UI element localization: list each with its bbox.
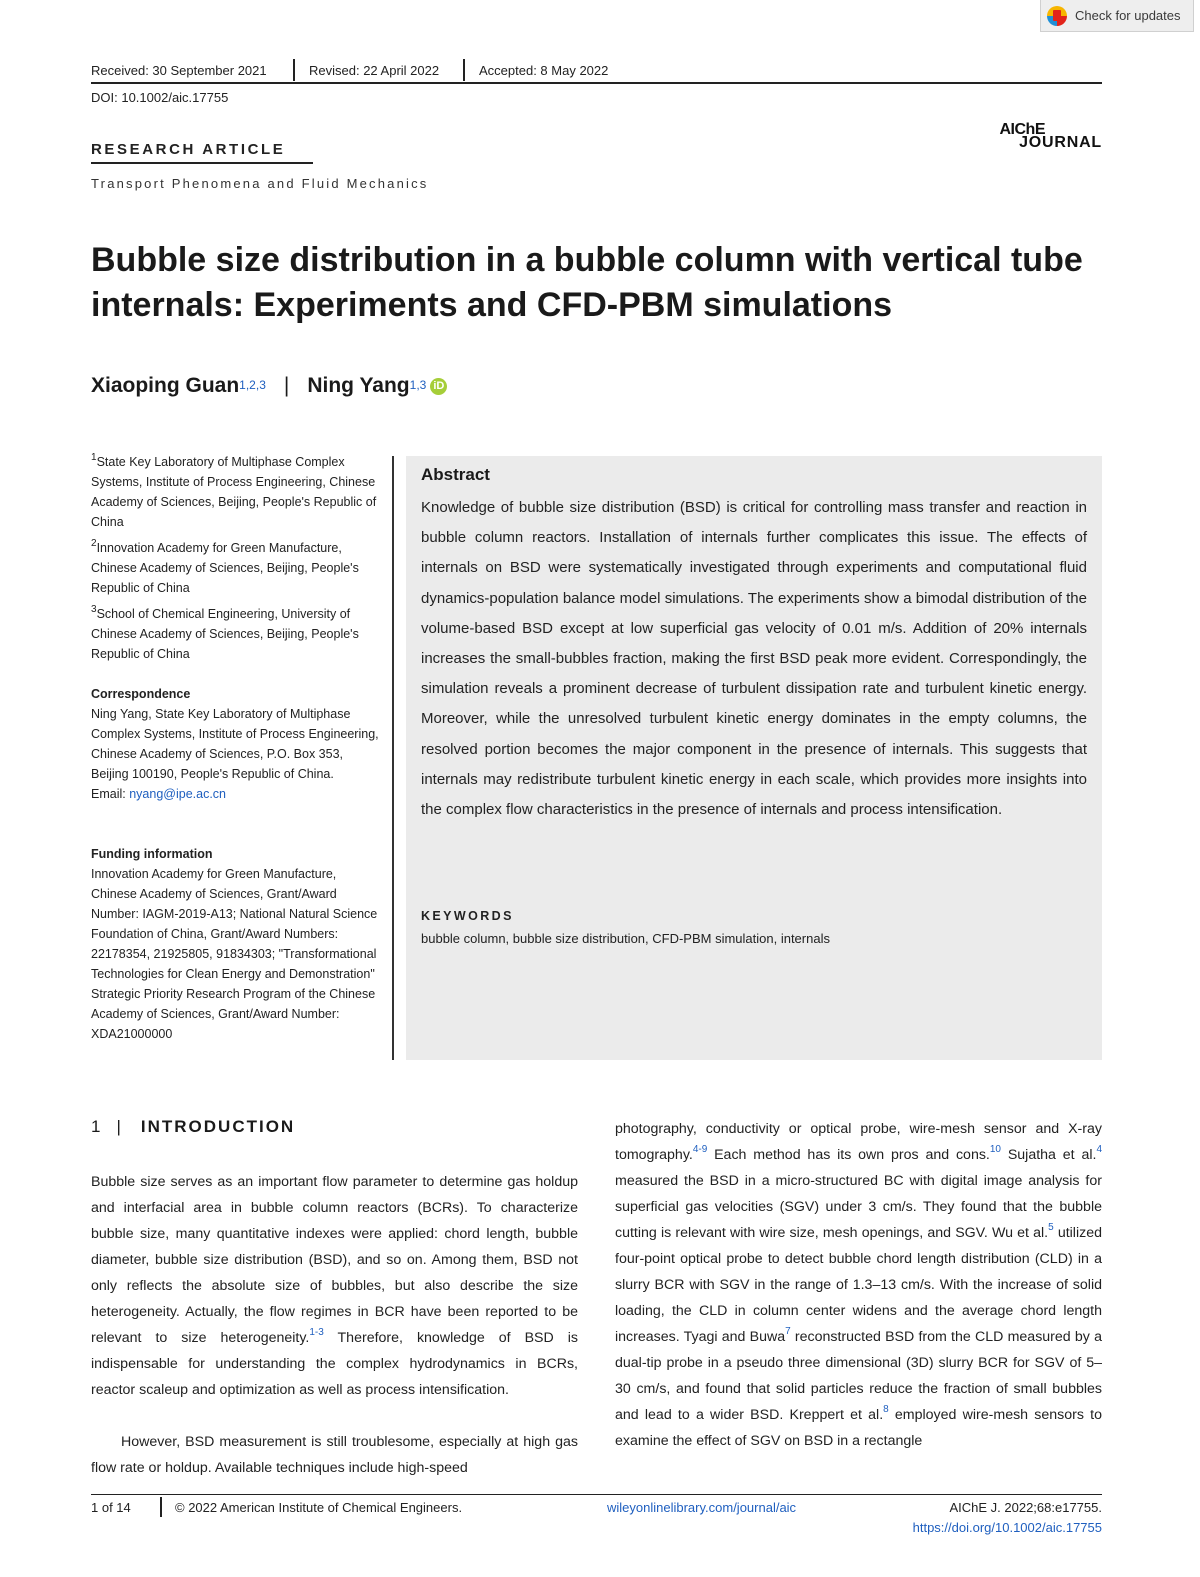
affiliation-number: 2 [91,537,97,549]
correspondence-heading: Correspondence [91,687,191,701]
keywords-heading: KEYWORDS [421,909,514,923]
correspondence [91,684,381,804]
journal-logo-line2: JOURNAL [1019,134,1102,151]
citation-link[interactable]: 10 [989,1144,1001,1156]
correspondence-text: Ning Yang, State Key Laboratory of Multiphase Complex Systems, Institute of Process Engineering, Chinese Academy of Sciences, P.O. Box 353, Beijing 100190, People's Republic of China. [91,707,379,781]
author-name: Ning Yang [307,374,410,397]
paragraph-text: employed wire-mesh sensors to examine the effect of SGV on BSD in a rectangle [615,1407,1102,1449]
affiliation [91,452,381,532]
author-name: Xiaoping Guan [91,374,240,397]
section-title: INTRODUCTION [140,1117,296,1136]
crossmark-icon [1047,6,1067,26]
author-separator: | [283,374,290,397]
accepted-date: Accepted: 8 May 2022 [479,62,609,78]
section-number: 1 [91,1117,103,1136]
article-type: RESEARCH ARTICLE [91,141,286,158]
footer-divider [160,1497,162,1517]
paragraph-text: Sujatha et al. [1001,1147,1097,1163]
footer-rule [91,1494,1102,1495]
journal-logo-line1: AIChE [999,121,1045,138]
citation-link[interactable]: 7 [785,1326,791,1338]
header-divider [293,59,295,81]
section-heading [91,1117,295,1137]
intro-paragraph [91,1169,578,1403]
paragraph-text: However, BSD measurement is still troublesome, especially at high gas flow rate or holdup. Available techniques include high-speed [91,1434,578,1476]
paragraph-text: Each method has its own pros and cons. [707,1147,990,1163]
author-list: Xiaoping Guan $^{1,2,3}$ | Ning Yang $^{1,3}$ iD [91,374,447,398]
citation-link[interactable]: 8 [883,1404,889,1416]
received-date: Received: 30 September 2021 [91,62,267,78]
header-divider [463,59,465,81]
affiliation-text: Innovation Academy for Green Manufacture, Chinese Academy of Sciences, Beijing, People's Republic of China [91,541,359,595]
article-title: Bubble size distribution in a bubble column with vertical tube internals: Experiments and CFD-PBM simulations [91,241,1083,324]
citation-link[interactable]: 4-9 [692,1144,708,1156]
paragraph-text: measured the BSD in a micro-structured BC with digital image analysis for superficial gas velocities (SGV) under 3 cm/s. They found that the bubble cutting is relevant with wire size, mesh openings, and SGV. Wu et al. [615,1173,1102,1241]
intro-paragraph [615,1116,1102,1454]
abstract-text: Knowledge of bubble size distribution (BSD) is critical for controlling mass transfer and reaction in bubble column reactors. Installation of internals further complicates this issue. The effects of internals on BSD were systematically investigated through experiments and computational fluid dynamics-population balance model simulations. The experiments show a bimodal distribution of the volume-based BSD except at low superficial gas velocity of 0.01 m/s. Addition of 20% internals increases the small-bubbles fraction, making the first BSD peak more evident. Correspondingly, the simulation reveals a prominent decrease of turbulent dissipation rate and turbulent kinetic energy. Moreover, while the unresolved turbulent kinetic energy dominates in the empty columns, the resolved portion becomes the major component in the presence of internals. This suggests that internals may redistribute turbulent kinetic energy in each scale, which provides more insights into the complex flow characteristics in the presence of internals and process intensification. [421,499,1087,819]
column-divider [392,456,394,1060]
affiliation-text: School of Chemical Engineering, University of Chinese Academy of Sciences, Beijing, People's Republic of China [91,607,359,661]
citation-link[interactable]: 1-3 [309,1327,324,1339]
page-number: 1 of 14 [91,1500,131,1515]
affiliation [91,604,381,664]
journal-logo [982,121,1102,157]
affiliation-number: 1 [91,451,97,463]
paragraph-text: Therefore, knowledge of BSD is indispensable for understanding the complex hydrodynamics in BCRs, reactor scaleup and optimization as well as process intensification. [91,1330,578,1398]
abstract-heading: Abstract [421,465,490,484]
email-label: Email: [91,787,126,801]
header-rule [91,82,1102,84]
email-link[interactable]: nyang@ipe.ac.cn [129,787,226,801]
doi-link[interactable]: https://doi.org/10.1002/aic.17755 [912,1520,1102,1535]
paragraph-text: Bubble size serves as an important flow parameter to determine gas holdup and interfacial area in bubble column reactors (BCRs). To characterize bubble size, many quantitative indexes were applied: chord length, bubble diameter, bubble size distribution (BSD), and so on. Among them, BSD not only reflects the absolute size of bubbles, but also describe the size heterogeneity. Actually, the flow regimes in BCR have been reported to be relevant to size heterogeneity. [91,1174,578,1346]
funding-heading: Funding information [91,847,213,861]
keywords-list: bubble column, bubble size distribution, CFD-PBM simulation, internals [421,931,830,946]
journal-section: Transport Phenomena and Fluid Mechanics [91,176,429,191]
citation: AIChE J. 2022;68:e17755. [949,1500,1102,1515]
orcid-icon[interactable]: iD [430,378,447,395]
intro-paragraph [91,1429,578,1481]
citation-link[interactable]: 5 [1048,1222,1054,1234]
copyright: © 2022 American Institute of Chemical Engineers. [175,1500,463,1515]
funding-info [91,844,381,1044]
funding-text: Innovation Academy for Green Manufacture, Chinese Academy of Sciences, Grant/Award Number: IAGM-2019-A13; National Natural Science Foundation of China, Grant/Award Numbers: 22178354, 21925805, 91834303; "Transformational Technologies for Clean Energy and Demonstration" Strategic Priority Research Program of the Chinese Academy of Sciences, Grant/Award Number: XDA21000000 [91,867,378,1041]
check-for-updates-button[interactable] [1040,0,1194,32]
check-for-updates-label: Check for updates [1075,8,1181,23]
citation-link[interactable]: 4 [1096,1144,1102,1156]
journal-site-link[interactable]: wileyonlinelibrary.com/journal/aic [607,1500,797,1515]
doi-text: DOI: 10.1002/aic.17755 [91,90,229,105]
article-type-underline [91,162,313,164]
paragraph-text: utilized four-point optical probe to detect bubble chord length distribution (CLD) in a slurry BCR with SGV in the range of 1.3–13 cm/s. With the increase of solid loading, the CLD in column center widens and the average chord length increases. Tyagi and Buwa [615,1225,1102,1345]
affiliation [91,538,381,598]
paragraph-text: photography, conductivity or optical probe, wire-mesh sensor and X-ray tomography. [615,1121,1102,1163]
affiliation-number: 3 [91,603,97,615]
revised-date: Revised: 22 April 2022 [309,62,440,78]
affiliation-text: State Key Laboratory of Multiphase Complex Systems, Institute of Process Engineering, Chinese Academy of Sciences, Beijing, People's Republic of China [91,455,377,529]
paragraph-text: reconstructed BSD from the CLD measured by a dual-tip probe in a pseudo three dimensional (3D) slurry BCR for SGV of 5–30 cm/s, and found that solid particles reduce the fraction of small bubbles and lead to a wider BSD. Kreppert et al. [615,1329,1102,1423]
section-separator: | [116,1117,123,1136]
